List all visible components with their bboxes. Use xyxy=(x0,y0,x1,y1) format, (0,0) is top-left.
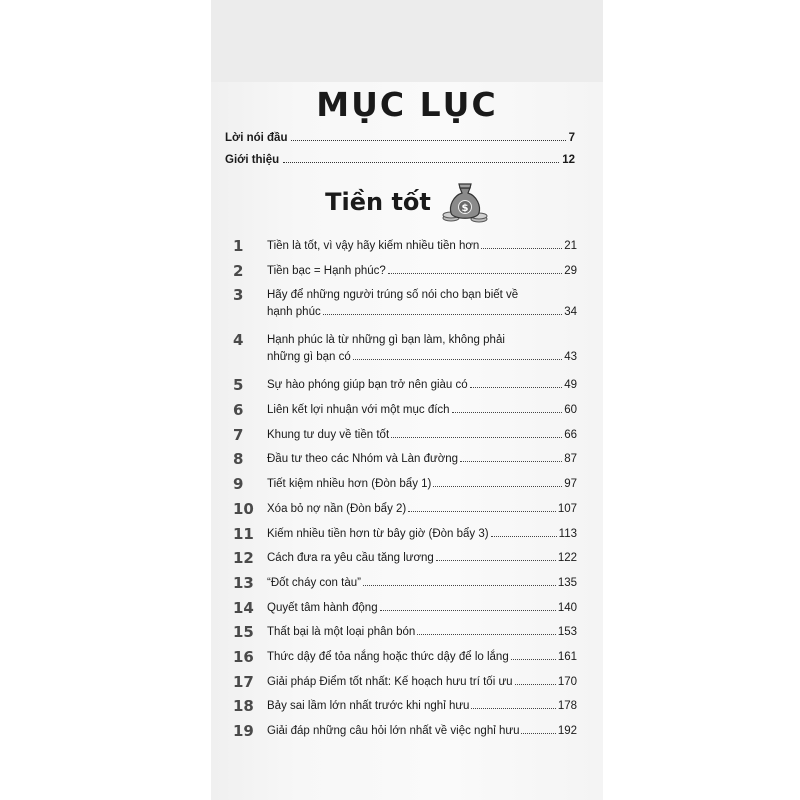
dot-leader xyxy=(363,585,556,586)
dot-leader xyxy=(460,461,562,462)
chapter-text xyxy=(267,524,577,543)
chapter-title-line xyxy=(267,501,577,518)
chapter-text xyxy=(267,721,577,740)
dot-leader xyxy=(515,684,556,685)
toc-entry xyxy=(233,375,577,400)
chapter-title: “Đốt cháy con tàu” xyxy=(267,576,361,589)
chapter-text xyxy=(267,598,577,617)
toc-entry xyxy=(233,622,577,647)
chapter-title-line xyxy=(267,332,577,349)
chapter-text xyxy=(267,375,577,394)
toc-entry xyxy=(233,236,577,261)
chapter-title-line xyxy=(267,698,577,715)
page-number: 60 xyxy=(564,404,577,417)
chapter-text xyxy=(267,236,577,255)
chapter-text xyxy=(267,400,577,419)
chapter-number: 16 xyxy=(233,647,254,666)
chapter-title: những gì bạn có xyxy=(267,351,351,364)
dot-leader xyxy=(521,733,555,734)
dot-leader xyxy=(388,273,562,274)
dot-leader xyxy=(471,708,555,709)
page-number: 135 xyxy=(557,576,577,589)
chapter-text xyxy=(267,499,577,518)
chapter-number: 17 xyxy=(233,672,254,691)
chapter-text xyxy=(267,449,577,468)
page-number: 113 xyxy=(558,527,577,540)
chapter-title: Giải pháp Điểm tốt nhất: Kế hoạch hưu trí tối ưu xyxy=(267,675,513,688)
chapter-title: Xóa bỏ nợ nần (Đòn bẩy 2) xyxy=(267,502,407,515)
page-number: 170 xyxy=(557,675,577,688)
chapter-number: 14 xyxy=(233,598,254,617)
chapter-text xyxy=(267,573,577,592)
chapter-text xyxy=(267,261,577,280)
dot-leader xyxy=(481,248,562,249)
front-matter-label: Giới thiệu xyxy=(225,154,280,166)
chapter-number: 3 xyxy=(233,286,244,305)
chapter-number: 15 xyxy=(233,623,254,642)
dot-leader xyxy=(380,610,556,611)
chapter-title-line xyxy=(267,263,577,280)
chapter-text xyxy=(267,696,577,715)
page-number: 21 xyxy=(564,240,577,252)
front-matter-label: Lời nói đầu xyxy=(225,132,288,144)
chapter-title-line xyxy=(267,377,577,394)
chapter-text xyxy=(267,672,577,691)
chapter-number: 5 xyxy=(233,376,244,395)
front-matter-row xyxy=(225,154,575,176)
page-number: 43 xyxy=(564,351,577,364)
page-number: 122 xyxy=(557,552,577,565)
chapter-title: Kiếm nhiều tiền hơn từ bây giờ (Đòn bẩy 3) xyxy=(267,527,489,540)
toc-entry xyxy=(233,499,577,524)
toc-entry xyxy=(233,696,577,721)
money-bag-icon xyxy=(441,180,489,224)
front-matter-list xyxy=(225,132,575,176)
chapter-number: 18 xyxy=(233,697,254,716)
chapter-number: 10 xyxy=(233,499,254,518)
page-number: 178 xyxy=(557,700,577,713)
page-number: 107 xyxy=(557,502,577,515)
dot-leader xyxy=(417,634,555,635)
dot-leader xyxy=(323,314,562,315)
dot-leader xyxy=(452,412,563,413)
toc-entry xyxy=(233,672,577,697)
section-title: Tiền tốt xyxy=(325,188,431,216)
chapter-number: 7 xyxy=(233,425,244,444)
page-number: 66 xyxy=(564,428,577,441)
page-number: 161 xyxy=(557,650,577,663)
chapter-title-line xyxy=(267,476,577,493)
chapter-title-line xyxy=(267,349,577,366)
toc-title: MỤC LỤC xyxy=(316,85,498,124)
book-page xyxy=(211,0,603,800)
svg-text:$: $ xyxy=(461,203,469,214)
chapter-title: Hạnh phúc là từ những gì bạn làm, không phải xyxy=(267,334,505,347)
dot-leader xyxy=(391,437,562,438)
toc-entry xyxy=(233,400,577,425)
chapter-title: Sự hào phóng giúp bạn trở nên giàu có xyxy=(267,379,468,392)
chapter-title: Thất bại là một loại phân bón xyxy=(267,626,416,639)
chapter-title-line xyxy=(267,550,577,567)
chapter-text xyxy=(267,425,577,444)
chapter-title: Quyết tâm hành động xyxy=(267,601,378,614)
chapter-number: 6 xyxy=(233,401,244,420)
toc-entry xyxy=(233,285,577,330)
page-number: 29 xyxy=(564,264,577,277)
chapter-title-line xyxy=(267,402,577,419)
toc-entry xyxy=(233,474,577,499)
toc-entry xyxy=(233,261,577,286)
front-matter-row xyxy=(225,132,575,154)
chapter-title-line xyxy=(267,600,577,617)
chapter-number: 11 xyxy=(233,524,254,543)
dot-leader xyxy=(436,560,556,561)
chapter-number: 19 xyxy=(233,722,254,740)
dot-leader xyxy=(433,486,562,487)
chapter-title: Đầu tư theo các Nhóm và Làn đường xyxy=(267,453,459,466)
dot-leader xyxy=(291,140,565,141)
section-header xyxy=(211,180,603,224)
chapter-title: Tiền là tốt, vì vậy hãy kiếm nhiều tiền hơn xyxy=(267,240,480,252)
chapter-title-line xyxy=(267,575,577,592)
page-number: 49 xyxy=(564,379,577,392)
dot-leader xyxy=(283,162,559,163)
chapter-number: 13 xyxy=(233,573,254,592)
chapter-text xyxy=(267,548,577,567)
toc-list xyxy=(233,236,577,746)
chapter-title-line xyxy=(267,287,577,304)
chapter-number: 2 xyxy=(233,261,244,280)
chapter-title: Thức dậy để tỏa nắng hoặc thức dậy để lo lắng xyxy=(267,650,509,663)
front-matter-page: 12 xyxy=(562,154,575,166)
page-header-band xyxy=(211,0,603,82)
dot-leader xyxy=(408,511,556,512)
toc-entry xyxy=(233,647,577,672)
chapter-title-line xyxy=(267,238,577,255)
chapter-number: 8 xyxy=(233,450,244,469)
chapter-text xyxy=(267,330,577,366)
chapter-text xyxy=(267,474,577,493)
chapter-title-line xyxy=(267,304,577,321)
chapter-title: Liên kết lợi nhuận với một mục đích xyxy=(267,404,450,417)
chapter-number: 4 xyxy=(233,331,244,350)
chapter-title: Giải đáp những câu hỏi lớn nhất về việc nghỉ hưu xyxy=(267,725,520,737)
toc-entry xyxy=(233,449,577,474)
page-number: 87 xyxy=(564,453,577,466)
chapter-title: Khung tư duy về tiền tốt xyxy=(267,428,390,441)
chapter-number: 1 xyxy=(233,237,244,255)
dot-leader xyxy=(511,659,556,660)
toc-entry xyxy=(233,524,577,549)
page-number: 192 xyxy=(557,725,577,737)
page-number: 34 xyxy=(564,306,577,319)
chapter-title: hạnh phúc xyxy=(267,306,321,319)
dot-leader xyxy=(491,536,557,537)
chapter-text xyxy=(267,622,577,641)
chapter-title-line xyxy=(267,451,577,468)
dot-leader xyxy=(353,359,562,360)
toc-entry xyxy=(233,573,577,598)
page-number: 97 xyxy=(564,478,577,491)
chapter-title-line xyxy=(267,649,577,666)
chapter-number: 12 xyxy=(233,549,254,568)
front-matter-page: 7 xyxy=(568,132,575,144)
chapter-text xyxy=(267,285,577,321)
chapter-title: Hãy để những người trúng số nói cho bạn biết về xyxy=(267,289,519,302)
toc-entry xyxy=(233,598,577,623)
chapter-title: Bảy sai lầm lớn nhất trước khi nghỉ hưu xyxy=(267,700,470,713)
chapter-title-line xyxy=(267,624,577,641)
chapter-title: Tiết kiệm nhiều hơn (Đòn bẩy 1) xyxy=(267,478,432,491)
chapter-number: 9 xyxy=(233,475,244,494)
toc-entry xyxy=(233,721,577,746)
page-number: 153 xyxy=(557,626,577,639)
chapter-title: Tiền bạc = Hạnh phúc? xyxy=(267,264,386,277)
chapter-title-line xyxy=(267,427,577,444)
toc-entry xyxy=(233,425,577,450)
chapter-title-line xyxy=(267,723,577,740)
chapter-title-line xyxy=(267,674,577,691)
toc-entry xyxy=(233,548,577,573)
dot-leader xyxy=(470,387,563,388)
toc-entry xyxy=(233,330,577,375)
chapter-title: Cách đưa ra yêu cầu tăng lương xyxy=(267,552,434,565)
chapter-text xyxy=(267,647,577,666)
chapter-title-line xyxy=(267,526,577,543)
page-number: 140 xyxy=(557,601,577,614)
